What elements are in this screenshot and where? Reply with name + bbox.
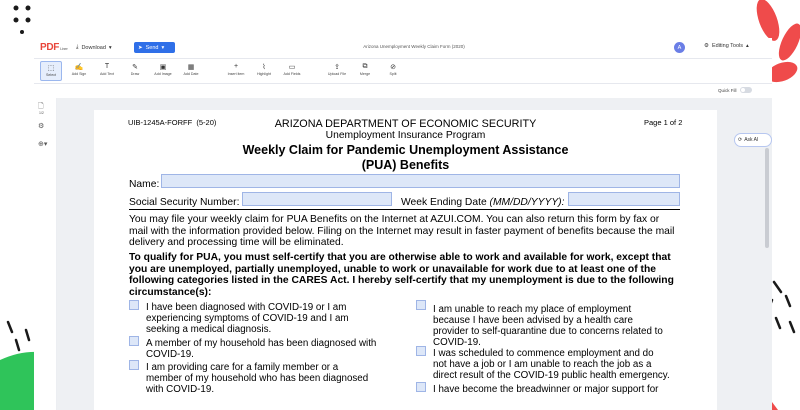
- ask-ai-button[interactable]: ⟳ Ask AI: [734, 133, 772, 147]
- send-button[interactable]: ➤ Send ▾: [134, 42, 175, 53]
- quick-fill-toggle[interactable]: Quick Fill: [718, 87, 752, 93]
- merge-icon: ⧉: [362, 62, 368, 70]
- chevron-down-icon: ▾: [108, 44, 112, 51]
- name-input[interactable]: [161, 174, 680, 188]
- split-icon: ⊘: [390, 63, 396, 71]
- tool-upload-file[interactable]: ⇪ Upload File: [326, 61, 348, 81]
- option-household-diagnosed: A member of my household has been diagnosed with COVID-19.: [146, 338, 377, 360]
- pdf-page: [94, 110, 717, 410]
- tool-add-fields[interactable]: ▭ Add Fields: [281, 61, 303, 81]
- option-providing-care: I am providing care for a family member or a member of my household who has been diagnosed with COVID-19.: [146, 362, 369, 395]
- chevron-down-icon: ▾: [161, 44, 165, 51]
- checkbox-providing-care[interactable]: [129, 360, 139, 370]
- download-icon: ⤓: [76, 44, 79, 50]
- send-icon: ➤: [138, 44, 143, 51]
- tool-add-sign[interactable]: ✍ Add Sign: [68, 61, 90, 81]
- name-label: Name:: [129, 179, 160, 190]
- tool-insert-item[interactable]: + Insert item: [227, 63, 245, 76]
- scrollbar[interactable]: [765, 148, 769, 248]
- form-title-line2: (PUA) Benefits: [361, 158, 450, 172]
- ssn-label: Social Security Number:: [129, 197, 240, 208]
- top-left-dots-decoration: [14, 6, 31, 35]
- form-title: Weekly Claim for Pandemic Unemployment Assistance: [242, 143, 569, 157]
- highlighter-icon: ⌇: [262, 63, 266, 71]
- left-rail: [34, 98, 57, 410]
- tool-add-text[interactable]: T Add Text: [100, 63, 114, 76]
- tool-draw[interactable]: ✎ Draw: [124, 61, 146, 81]
- tool-add-image[interactable]: ▣ Add Image: [152, 61, 174, 81]
- upload-icon: ⇪: [334, 63, 340, 71]
- divider: [129, 209, 680, 210]
- checkbox-self-quarantine[interactable]: [416, 300, 426, 310]
- page-indicator: 1/2: [39, 111, 44, 115]
- document-title[interactable]: Arizona Unemployment Weekly Claim Form (2020): [363, 44, 465, 49]
- tool-highlight[interactable]: ⌇ Highlight: [253, 61, 275, 81]
- option-self-quarantine: I am unable to reach my place of employment because I have been advised by a health care provider to self-quarantine due to concerns related to COVID-19.: [433, 304, 663, 348]
- checkbox-household-diagnosed[interactable]: [129, 336, 139, 346]
- sliders-icon: ⚙: [704, 43, 709, 49]
- option-diagnosed: I have been diagnosed with COVID-19 or I am experiencing symptoms of COVID-19 and I am seeking a medical diagnosis.: [146, 302, 349, 335]
- option-scheduled-employment: I was scheduled to commence employment and do not have a job or I am unable to reach the job as a direct result of the COVID-19 public health emergency.: [433, 348, 670, 381]
- toggle-switch[interactable]: [740, 87, 752, 93]
- app-logo[interactable]: PDFLiner: [40, 42, 68, 53]
- select-icon: ⬚: [47, 64, 55, 72]
- tool-bar: [34, 59, 772, 84]
- checkbox-scheduled-employment[interactable]: [416, 346, 426, 356]
- tool-merge[interactable]: ⧉ Merge: [359, 62, 371, 76]
- page-number: Page 1 of 2: [644, 118, 683, 127]
- week-ending-input[interactable]: [568, 192, 680, 206]
- intro-paragraph: You may file your weekly claim for PUA Benefits on the Internet at AZUI.COM. You can also return this form by fax or mail with the information provided below. Filing on the Internet may result in faster payment of benefits because the mail delivery and processing time will be eliminated.: [129, 214, 675, 249]
- bottom-left-strokes-decoration: [8, 322, 29, 350]
- form-id: UIB-1245A-FORFF (5-20): [128, 118, 217, 127]
- download-button[interactable]: ⤓ Download ▾: [76, 44, 112, 51]
- tool-split[interactable]: ⊘ Split: [382, 61, 404, 81]
- ssn-input[interactable]: [242, 192, 392, 206]
- sub-bar: [34, 84, 772, 98]
- calendar-icon: ▦: [187, 63, 195, 71]
- pencil-icon: ✎: [132, 63, 138, 71]
- image-icon: ▣: [159, 63, 167, 71]
- top-bar: [34, 38, 772, 59]
- signature-icon: ✍: [74, 63, 84, 71]
- text-icon: T: [104, 63, 110, 70]
- field-icon: ▭: [288, 63, 296, 71]
- zoom-icon[interactable]: ⊕▾: [38, 141, 48, 148]
- editing-tools-button[interactable]: ⚙ Editing Tools ▴: [704, 43, 749, 49]
- program-heading: Unemployment Insurance Program: [325, 130, 486, 141]
- settings-icon[interactable]: ⚙: [38, 123, 45, 130]
- avatar[interactable]: A: [674, 42, 685, 53]
- pages-icon[interactable]: 🗋: [38, 103, 44, 110]
- tool-select[interactable]: ⬚ Select: [40, 61, 62, 81]
- department-heading: ARIZONA DEPARTMENT OF ECONOMIC SECURITY: [274, 118, 537, 130]
- ai-icon: ⟳: [738, 137, 743, 143]
- option-breadwinner: I have become the breadwinner or major support for: [433, 384, 659, 395]
- plus-icon: +: [233, 63, 239, 70]
- checkbox-breadwinner[interactable]: [416, 382, 426, 392]
- week-ending-label: Week Ending Date (MM/DD/YYYY):: [401, 197, 565, 208]
- tool-add-date[interactable]: ▦ Add Date: [180, 61, 202, 81]
- checkbox-diagnosed[interactable]: [129, 300, 139, 310]
- certify-paragraph: To qualify for PUA, you must self-certify that you are otherwise able to work and available for work, except that you are unemployed, partially unemployed, unable to work or unavailable for work due to at least one of the following categories listed in the CARES Act. I hereby self-certify that my unemployment is due to the following circumstance(s):: [129, 252, 674, 298]
- chevron-up-icon: ▴: [746, 43, 749, 49]
